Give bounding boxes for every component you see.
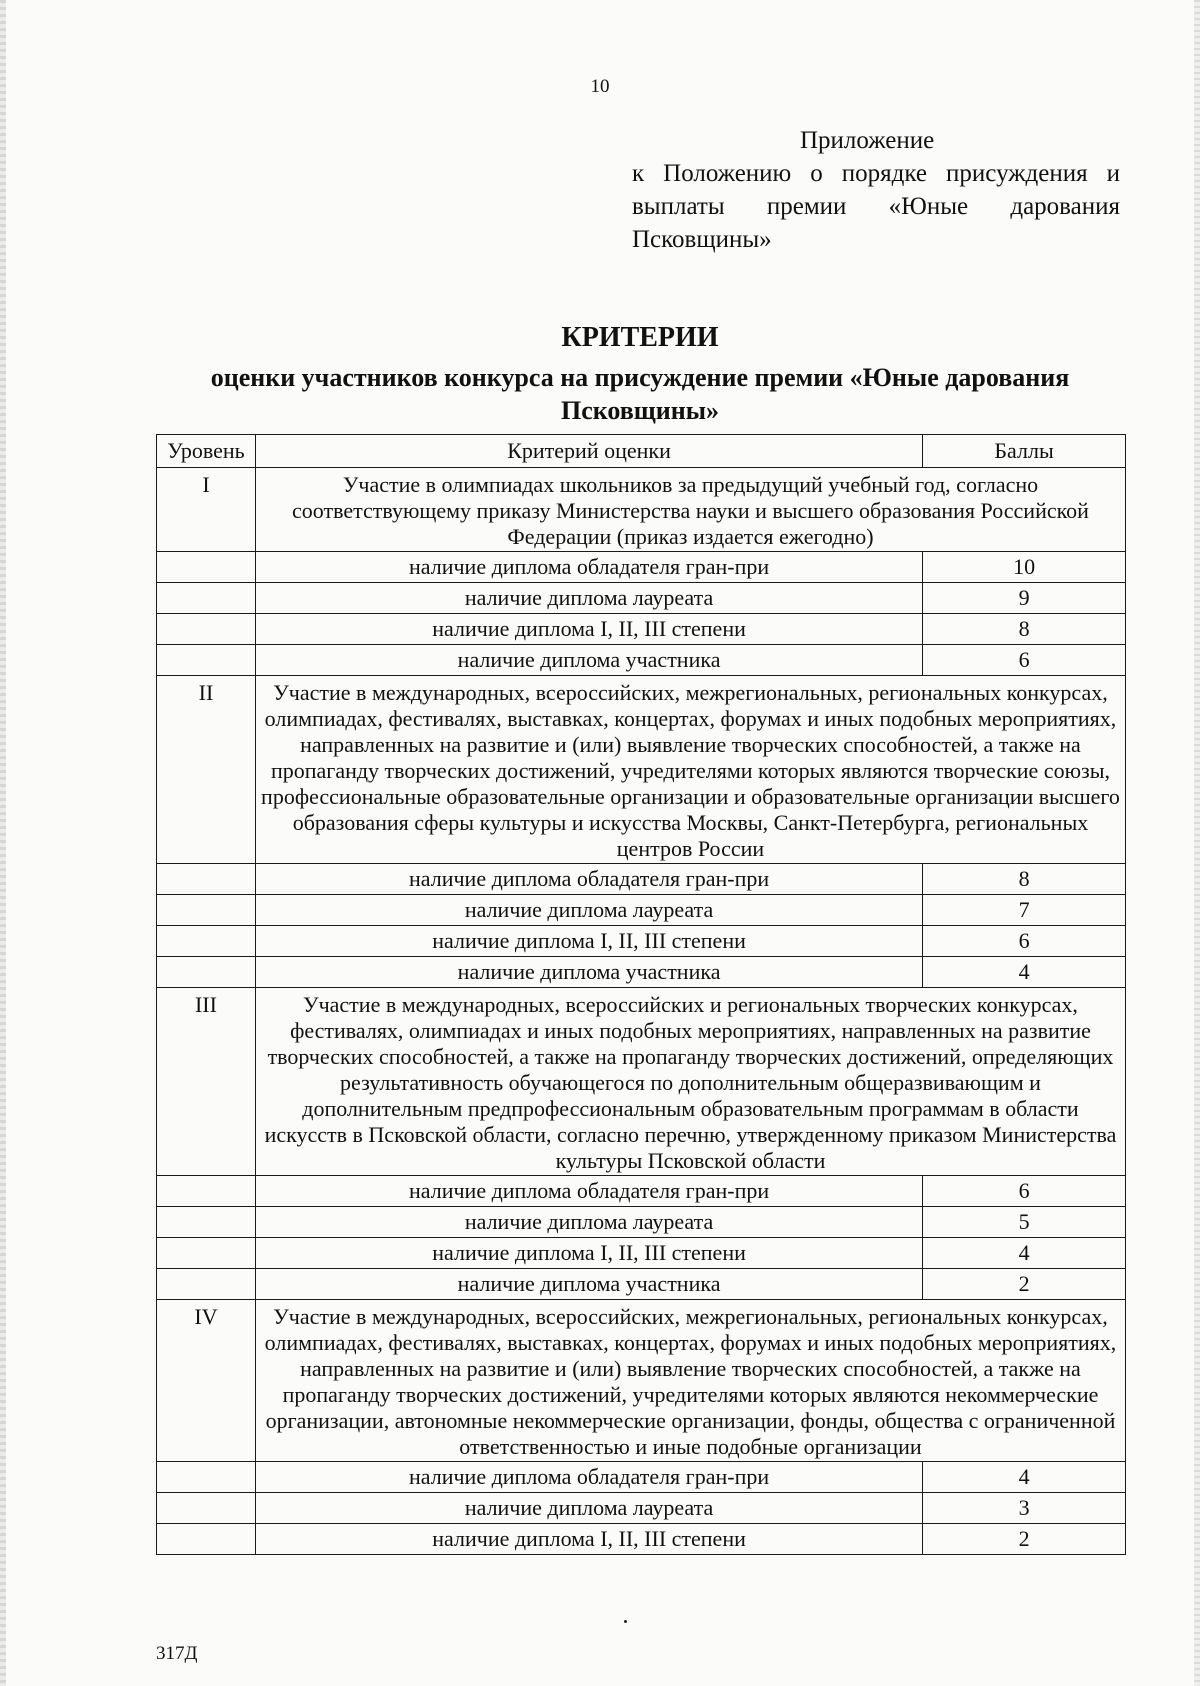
level-number: IV (157, 1300, 256, 1462)
criterion-row (157, 614, 1126, 645)
table-header-row (157, 435, 1126, 468)
empty-level-cell (157, 645, 256, 676)
criterion-row (157, 926, 1126, 957)
header-points: Баллы (923, 435, 1126, 468)
criterion-text: наличие диплома лауреата (255, 1207, 922, 1238)
criterion-row (157, 645, 1126, 676)
criterion-text: наличие диплома участника (255, 1269, 922, 1300)
level-description: Участие в международных, всероссийских, межрегиональных, региональных конкурсах, олимпиадах, фестивалях, выставках, концертах, форумах и иных подобных мероприятиях, направленных на развитие и (или) выявление творческих способностей, а также на пропаганду творческих достижений, учредителями которых являются творческие союзы, профессиональные образовательные организации и образовательные организации высшего образования сферы культуры и искусства Москвы, Санкт-Петербурга, региональных центров России (255, 676, 1125, 864)
criterion-points: 8 (923, 614, 1126, 645)
criterion-text: наличие диплома обладателя гран-при (255, 1176, 922, 1207)
stray-dot (624, 1620, 627, 1623)
empty-level-cell (157, 1493, 256, 1524)
criterion-points: 4 (923, 1462, 1126, 1493)
level-row (157, 1300, 1126, 1462)
criterion-points: 3 (923, 1493, 1126, 1524)
level-number: II (157, 676, 256, 864)
empty-level-cell (157, 583, 256, 614)
criterion-points: 7 (923, 895, 1126, 926)
criterion-points: 6 (923, 645, 1126, 676)
criterion-text: наличие диплома участника (255, 645, 922, 676)
page-number: 10 (590, 76, 610, 97)
level-row (157, 468, 1126, 552)
level-description: Участие в международных, всероссийских и региональных творческих конкурсах, фестивалях, олимпиадах и иных подобных мероприятиях, направленных на развитие творческих способностей, а также на пропаганду творческих достижений, определяющих результативность обучающегося по дополнительным общеразвивающим и дополнительным предпрофессиональным образовательным программам в области искусств в Псковской области, согласно перечню, утвержденному приказом Министерства культуры Псковской области (255, 988, 1125, 1176)
criterion-row (157, 1238, 1126, 1269)
criterion-points: 4 (923, 1238, 1126, 1269)
criteria-table (156, 434, 1126, 1555)
criteria-table-body (157, 435, 1126, 1555)
level-number: III (157, 988, 256, 1176)
appendix-text: к Положению о порядке присуждения и выплаты премии «Юные дарования Псковщины» (632, 160, 1120, 253)
level-row (157, 988, 1126, 1176)
criterion-text: наличие диплома I, II, III степени (255, 1238, 922, 1269)
empty-level-cell (157, 1238, 256, 1269)
empty-level-cell (157, 926, 256, 957)
empty-level-cell (157, 1176, 256, 1207)
criterion-row (157, 1207, 1126, 1238)
criterion-row (157, 552, 1126, 583)
criterion-text: наличие диплома I, II, III степени (255, 926, 922, 957)
criterion-points: 5 (923, 1207, 1126, 1238)
criterion-points: 2 (923, 1524, 1126, 1555)
criterion-row (157, 1493, 1126, 1524)
criterion-text: наличие диплома обладателя гран-при (255, 552, 922, 583)
scan-edge-left (0, 0, 6, 1686)
level-description: Участие в международных, всероссийских, межрегиональных, региональных конкурсах, олимпиадах, фестивалях, выставках, концертах, форумах и иных подобных мероприятиях, направленных на развитие и (или) выявление творческих способностей, а также на пропаганду творческих достижений, учредителями которых являются некоммерческие организации, автономные некоммерческие организации, фонды, общества с ограниченной ответственностью и иные подобные организации (255, 1300, 1125, 1462)
header-criterion: Критерий оценки (255, 435, 922, 468)
empty-level-cell (157, 1207, 256, 1238)
criterion-row (157, 583, 1126, 614)
empty-level-cell (157, 1269, 256, 1300)
document-code: 317Д (156, 1643, 198, 1664)
criterion-points: 9 (923, 583, 1126, 614)
criterion-points: 4 (923, 957, 1126, 988)
criterion-row (157, 1176, 1126, 1207)
criterion-row (157, 864, 1126, 895)
level-row (157, 676, 1126, 864)
criterion-text: наличие диплома обладателя гран-при (255, 1462, 922, 1493)
empty-level-cell (157, 864, 256, 895)
criterion-points: 8 (923, 864, 1126, 895)
criterion-row (157, 1462, 1126, 1493)
criterion-text: наличие диплома участника (255, 957, 922, 988)
criterion-row (157, 1269, 1126, 1300)
criterion-row (157, 957, 1126, 988)
criterion-row (157, 1524, 1126, 1555)
document-subtitle: оценки участников конкурса на присуждение премии «Юные дарования Псковщины» (210, 363, 1070, 425)
criterion-text: наличие диплома обладателя гран-при (255, 864, 922, 895)
empty-level-cell (157, 957, 256, 988)
empty-level-cell (157, 1524, 256, 1555)
criterion-points: 2 (923, 1269, 1126, 1300)
empty-level-cell (157, 895, 256, 926)
criterion-text: наличие диплома I, II, III степени (255, 1524, 922, 1555)
criterion-points: 6 (923, 1176, 1126, 1207)
criterion-points: 6 (923, 926, 1126, 957)
empty-level-cell (157, 552, 256, 583)
level-description: Участие в олимпиадах школьников за предыдущий учебный год, согласно соответствующему приказу Министерства науки и высшего образования Российской Федерации (приказ издается ежегодно) (255, 468, 1125, 552)
criterion-text: наличие диплома лауреата (255, 1493, 922, 1524)
appendix-title: Приложение (800, 127, 935, 154)
empty-level-cell (157, 1462, 256, 1493)
scan-edge-right (1194, 0, 1200, 1686)
document-title: КРИТЕРИИ (561, 322, 719, 353)
criterion-text: наличие диплома лауреата (255, 583, 922, 614)
header-level: Уровень (157, 435, 256, 468)
criterion-text: наличие диплома I, II, III степени (255, 614, 922, 645)
empty-level-cell (157, 614, 256, 645)
criterion-row (157, 895, 1126, 926)
level-number: I (157, 468, 256, 552)
appendix-block (632, 124, 1120, 256)
criterion-text: наличие диплома лауреата (255, 895, 922, 926)
criterion-points: 10 (923, 552, 1126, 583)
